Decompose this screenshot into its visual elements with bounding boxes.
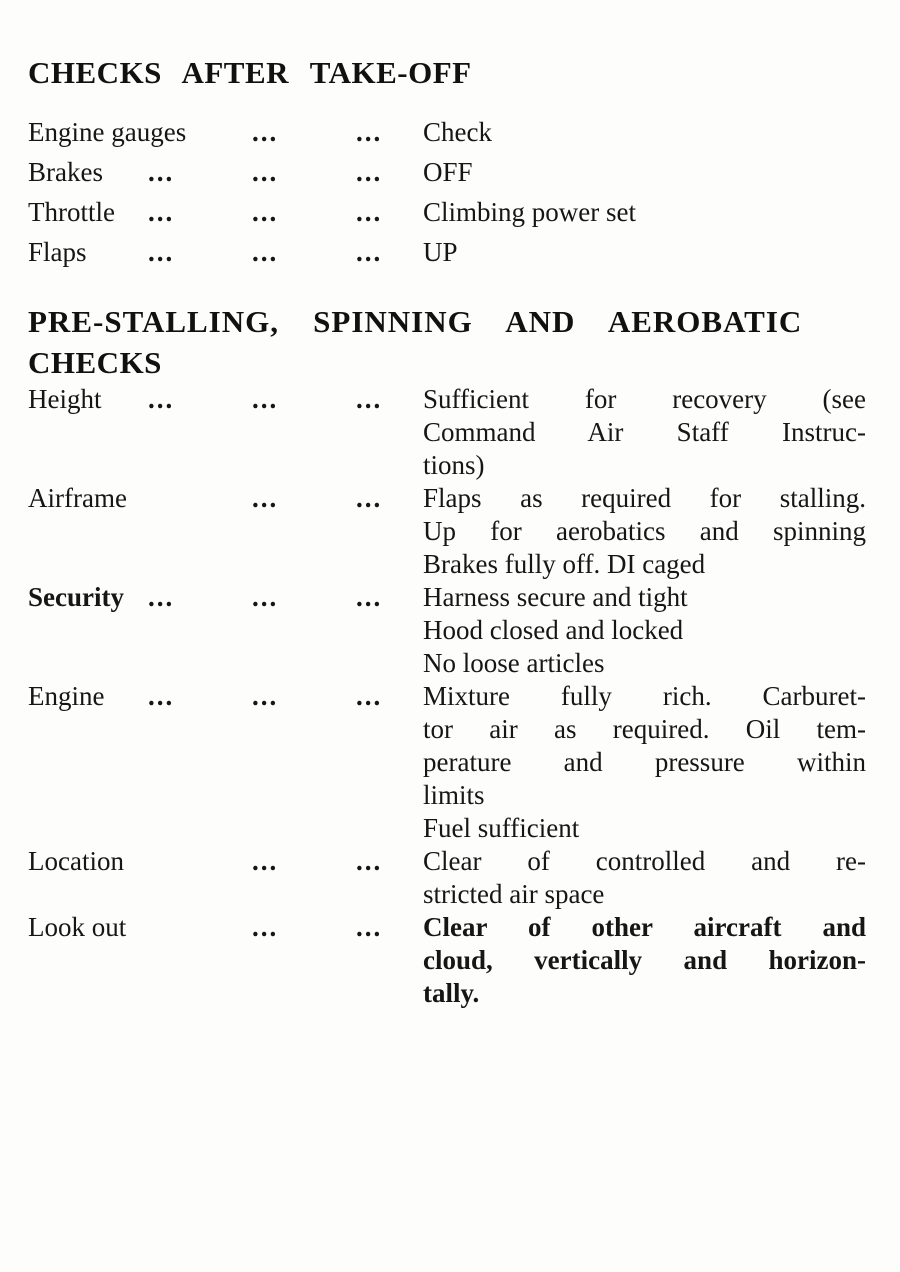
check-item-value-line: tions) bbox=[423, 450, 485, 480]
check-item-value-line: Clear of controlled and re- bbox=[423, 846, 866, 876]
check-item-label: Security bbox=[28, 582, 124, 612]
checklist-row bbox=[28, 845, 866, 911]
dot-leader: ... bbox=[356, 237, 383, 267]
check-item-label: Flaps bbox=[28, 237, 87, 267]
dot-leader: ... bbox=[356, 157, 383, 187]
dot-leader: ... bbox=[252, 197, 279, 227]
dot-leader: ... bbox=[252, 384, 279, 414]
checklist-row bbox=[28, 680, 866, 845]
section-heading-line: CHECKS bbox=[28, 345, 162, 380]
check-item-label: Throttle bbox=[28, 197, 115, 227]
checklist-row bbox=[28, 581, 866, 680]
dot-leader: ... bbox=[356, 912, 383, 942]
section-heading-line: CHECKS AFTER TAKE-OFF bbox=[28, 55, 472, 90]
check-item-value-line: Climbing power set bbox=[423, 197, 636, 227]
dot-leader: ... bbox=[148, 582, 175, 612]
check-item-value bbox=[423, 192, 866, 232]
check-item-value-line: Command Air Staff Instruc- bbox=[423, 417, 866, 447]
check-item-value bbox=[423, 232, 866, 272]
dot-leader: ... bbox=[252, 582, 279, 612]
dot-leader: ... bbox=[252, 681, 279, 711]
checklist-row bbox=[28, 112, 866, 152]
check-item-value-line: Hood closed and locked bbox=[423, 615, 684, 645]
dot-leader: ... bbox=[356, 681, 383, 711]
checklist-row bbox=[28, 152, 866, 192]
check-item-value-line: Clear of other aircraft and bbox=[423, 912, 866, 942]
dot-leader: ... bbox=[148, 197, 175, 227]
check-item-value-line: UP bbox=[423, 237, 458, 267]
checklist-row bbox=[28, 232, 866, 272]
section-heading bbox=[28, 57, 866, 89]
dot-leader: ... bbox=[148, 157, 175, 187]
check-item-label: Engine gauges bbox=[28, 117, 187, 147]
dot-leader: ... bbox=[356, 483, 383, 513]
checklist-row bbox=[28, 911, 866, 1010]
check-item-value bbox=[423, 581, 866, 680]
dot-leader: ... bbox=[356, 117, 383, 147]
check-item-label: Height bbox=[28, 384, 102, 414]
dot-leader: ... bbox=[356, 197, 383, 227]
section-checks-after-take-off bbox=[28, 57, 866, 272]
dot-leader: ... bbox=[148, 384, 175, 414]
check-item-value-line: No loose articles bbox=[423, 648, 605, 678]
check-item-value-line: perature and pressure within bbox=[423, 747, 866, 777]
check-item-value-line: OFF bbox=[423, 157, 473, 187]
section-heading-line: PRE-STALLING, SPINNING AND AEROBATIC bbox=[28, 304, 803, 339]
check-item-value-line: Brakes fully off. DI caged bbox=[423, 549, 706, 579]
dot-leader: ... bbox=[252, 912, 279, 942]
dot-leader: ... bbox=[252, 117, 279, 147]
check-item-label: Brakes bbox=[28, 157, 103, 187]
check-item-value bbox=[423, 911, 866, 1010]
checklist-row bbox=[28, 192, 866, 232]
check-item-value-line: limits bbox=[423, 780, 485, 810]
section-heading bbox=[28, 301, 866, 383]
dot-leader: ... bbox=[356, 384, 383, 414]
check-item-value-line: tor air as required. Oil tem- bbox=[423, 714, 866, 744]
dot-leader: ... bbox=[252, 157, 279, 187]
check-item-value-line: tally. bbox=[423, 978, 480, 1008]
checklist-row bbox=[28, 383, 866, 482]
check-item-label: Look out bbox=[28, 912, 127, 942]
check-item-value bbox=[423, 152, 866, 192]
check-item-label: Airframe bbox=[28, 483, 127, 513]
dot-leader: ... bbox=[148, 681, 175, 711]
section-pre-stalling-spinning-aerobatic-checks bbox=[28, 301, 866, 1010]
check-item-value-line: cloud, vertically and horizon- bbox=[423, 945, 866, 975]
check-item-value bbox=[423, 845, 866, 911]
dot-leader: ... bbox=[252, 483, 279, 513]
dot-leader: ... bbox=[148, 237, 175, 267]
check-item-value-line: Mixture fully rich. Carburet- bbox=[423, 681, 866, 711]
checklist-row bbox=[28, 482, 866, 581]
check-item-value bbox=[423, 112, 866, 152]
check-item-label: Location bbox=[28, 846, 124, 876]
check-item-value-line: Harness secure and tight bbox=[423, 582, 688, 612]
check-item-label: Engine bbox=[28, 681, 105, 711]
check-item-value-line: stricted air space bbox=[423, 879, 605, 909]
check-item-value-line: Fuel sufficient bbox=[423, 813, 580, 843]
check-item-value-line: Sufficient for recovery (see bbox=[423, 384, 866, 414]
checklist-sections bbox=[28, 57, 866, 1010]
check-item-value bbox=[423, 680, 866, 845]
check-item-value-line: Up for aerobatics and spinning bbox=[423, 516, 866, 546]
dot-leader: ... bbox=[356, 846, 383, 876]
dot-leader: ... bbox=[252, 846, 279, 876]
check-item-value bbox=[423, 383, 866, 482]
check-item-value-line: Flaps as required for stalling. bbox=[423, 483, 866, 513]
dot-leader: ... bbox=[252, 237, 279, 267]
dot-leader: ... bbox=[356, 582, 383, 612]
check-item-value-line: Check bbox=[423, 117, 492, 147]
check-item-value bbox=[423, 482, 866, 581]
